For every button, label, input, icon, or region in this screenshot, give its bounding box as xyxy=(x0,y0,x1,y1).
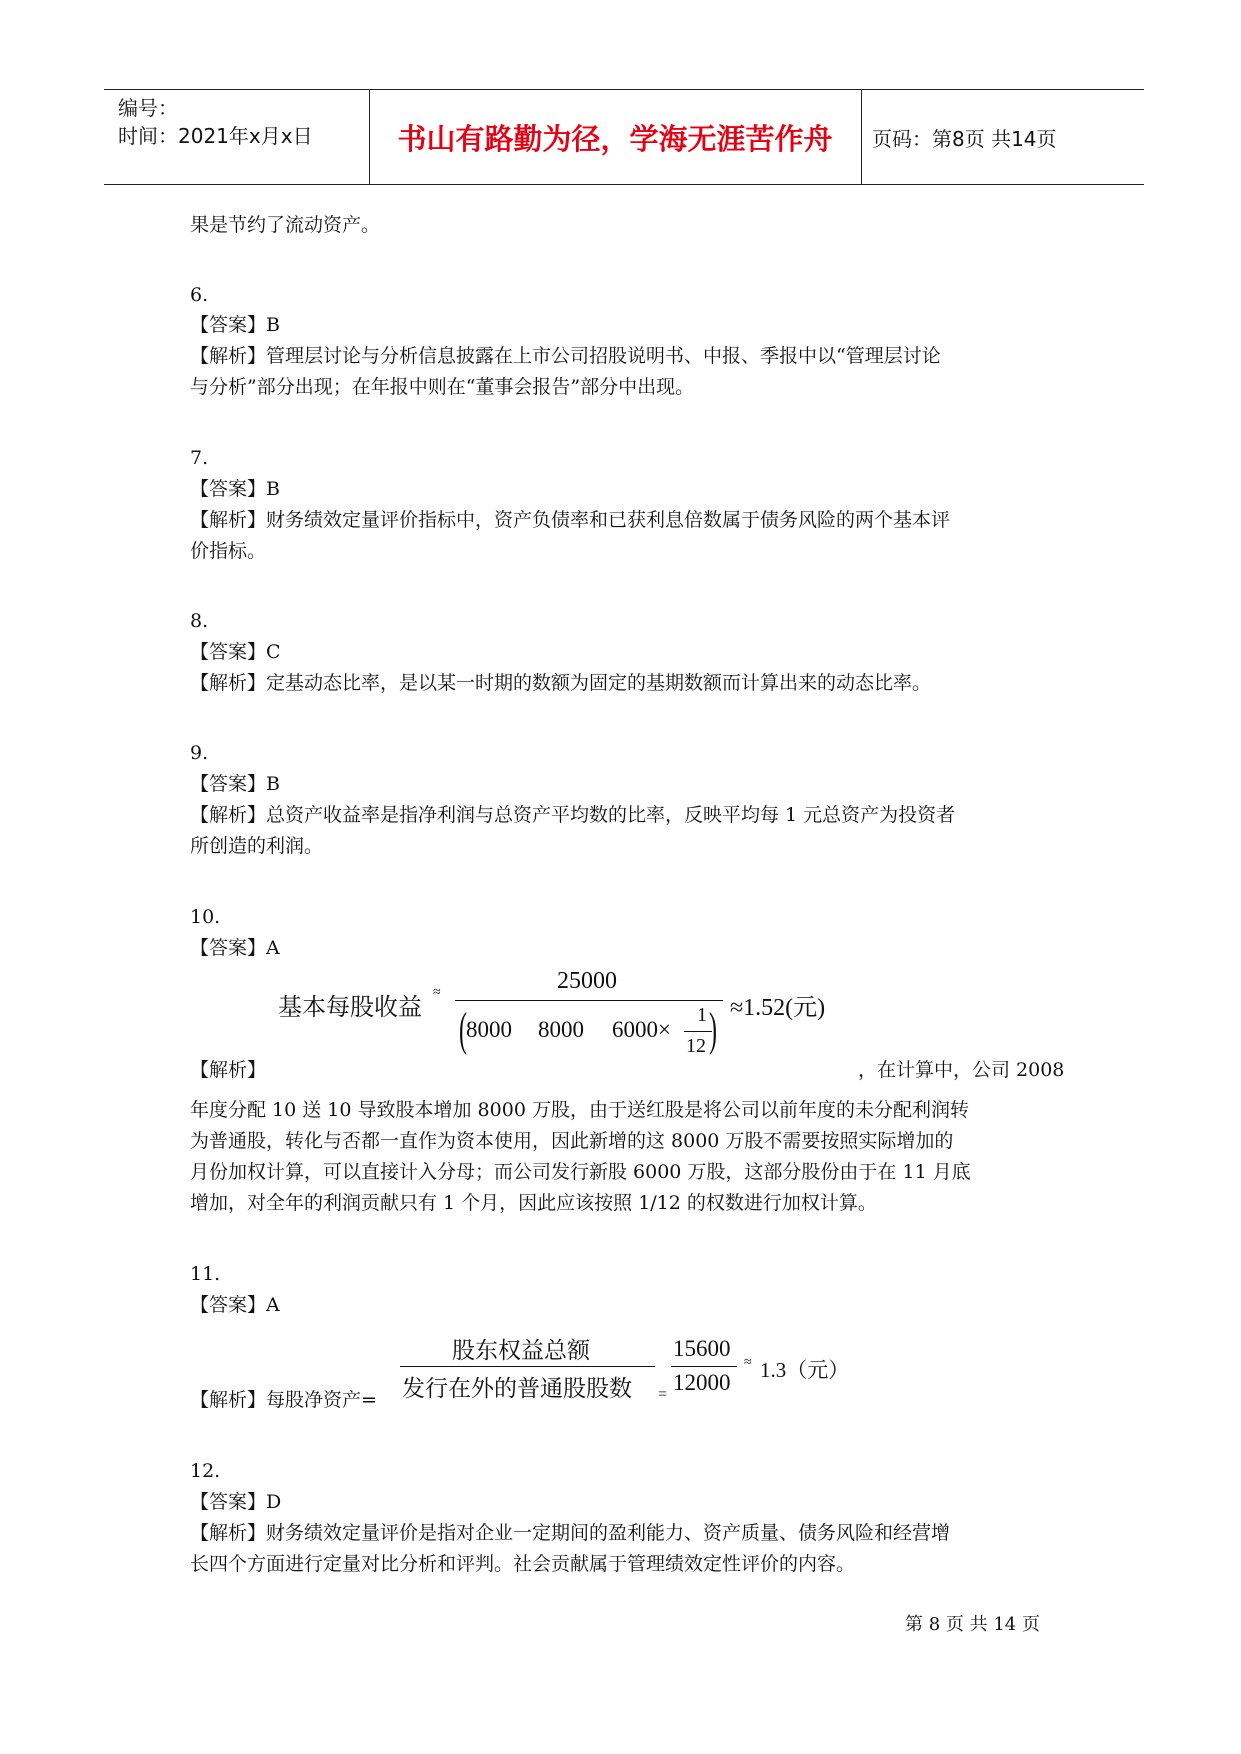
doc-number-label: 编号： xyxy=(118,96,178,120)
doc-time-label: 时间：2021年x月x日 xyxy=(118,124,313,148)
answer-line: 【答案】B xyxy=(190,773,280,795)
fraction-bar xyxy=(671,1366,737,1367)
analysis-line: 【解析】定基动态比率，是以某一时期的数额为固定的基期数额而计算出来的动态比率。 xyxy=(190,672,932,694)
question-number: 9. xyxy=(190,742,209,764)
inner-frac-den: 12 xyxy=(686,1035,706,1057)
text-line: 与分析”部分出现；在年报中则在“董事会报告”部分中出现。 xyxy=(190,376,695,398)
formula-lhs: 基本每股收益 xyxy=(278,993,422,1021)
answer-line: 【答案】C xyxy=(190,641,281,663)
fraction-bar xyxy=(455,1000,723,1001)
analysis-line: 【解析】总资产收益率是指净利润与总资产平均数的比率，反映平均每 1 元总资产为投资者 xyxy=(190,804,956,826)
header-motto: 书山有路勤为径，学海无涯苦作舟 xyxy=(397,121,833,156)
fraction-bar xyxy=(400,1366,655,1367)
answer-line: 【答案】A xyxy=(190,937,280,959)
analysis-line: 【解析】管理层讨论与分析信息披露在上市公司招股说明书、中报、季报中以“管理层讨论 xyxy=(190,345,941,367)
question-number: 8. xyxy=(190,610,209,632)
answer-line: 【答案】A xyxy=(190,1294,280,1316)
formula-den-term: 8000 xyxy=(466,1017,512,1042)
text-line: 月份加权计算，可以直接计入分母；而公司发行新股 6000 万股，这部分股份由于在 11 月底 xyxy=(190,1161,971,1183)
formula2-den-text: 发行在外的普通股股数 xyxy=(402,1376,632,1402)
header-page-label: 页码：第8页 共14页 xyxy=(872,126,1057,151)
inner-fraction-bar xyxy=(684,1031,712,1032)
formula-numerator: 25000 xyxy=(557,968,617,994)
formula-den-term: 8000 xyxy=(538,1017,584,1042)
formula2-equals: = xyxy=(658,1386,668,1403)
formula2-result: 1.3（元） xyxy=(760,1358,850,1382)
formula-result: ≈1.52(元) xyxy=(730,995,826,1021)
right-paren: ) xyxy=(708,1003,717,1056)
question-number: 6. xyxy=(190,284,209,306)
text-line: 为普通股，转化与否都一直作为资本使用，因此新增的这 8000 万股不需要按照实际增加的 xyxy=(190,1130,954,1152)
formula-approx-sign: ≈ xyxy=(433,985,441,1000)
question-number: 7. xyxy=(190,447,209,469)
analysis-label: 【解析】 xyxy=(190,1059,267,1081)
text-line: ，在计算中，公司 2008 xyxy=(858,1059,1065,1081)
text-line: 所创造的利润。 xyxy=(190,835,324,857)
text-line: 年度分配 10 送 10 导致股本增加 8000 万股，由于送红股是将公司以前年度的未分配利润转 xyxy=(190,1099,969,1121)
analysis-line: 【解析】财务绩效定量评价指标中，资产负债率和已获利息倍数属于债务风险的两个基本评 xyxy=(190,509,951,531)
page-footer: 第 8 页 共 14 页 xyxy=(905,1614,1040,1635)
text-line: 增加，对全年的利润贡献只有 1 个月，因此应该按照 1/12 的权数进行加权计算。 xyxy=(190,1192,877,1214)
page-header xyxy=(104,89,1144,185)
question-number: 10. xyxy=(190,906,221,928)
formula2-den-val: 12000 xyxy=(673,1370,731,1395)
header-meta xyxy=(118,94,313,150)
question-number: 12. xyxy=(190,1460,221,1482)
analysis-line: 【解析】财务绩效定量评价是指对企业一定期间的盈利能力、资产质量、债务风险和经营增 xyxy=(190,1522,951,1544)
left-paren: ( xyxy=(458,1003,467,1056)
formula2-approx: ≈ xyxy=(744,1355,752,1370)
text-line: 果是节约了流动资产。 xyxy=(190,214,381,236)
formula2-num-text: 股东权益总额 xyxy=(452,1338,590,1364)
header-divider xyxy=(861,90,862,184)
answer-line: 【答案】B xyxy=(190,478,280,500)
text-line: 价指标。 xyxy=(190,540,267,562)
answer-line: 【答案】D xyxy=(190,1491,282,1513)
formula2-num-val: 15600 xyxy=(673,1336,731,1361)
answer-line: 【答案】B xyxy=(190,314,280,336)
analysis-line: 【解析】每股净资产= xyxy=(190,1389,377,1411)
question-number: 11. xyxy=(190,1263,221,1285)
formula-den-term: 6000× xyxy=(612,1017,671,1042)
text-line: 长四个方面进行定量对比分析和评判。社会贡献属于管理绩效定性评价的内容。 xyxy=(190,1553,856,1575)
inner-frac-num: 1 xyxy=(697,1004,707,1026)
